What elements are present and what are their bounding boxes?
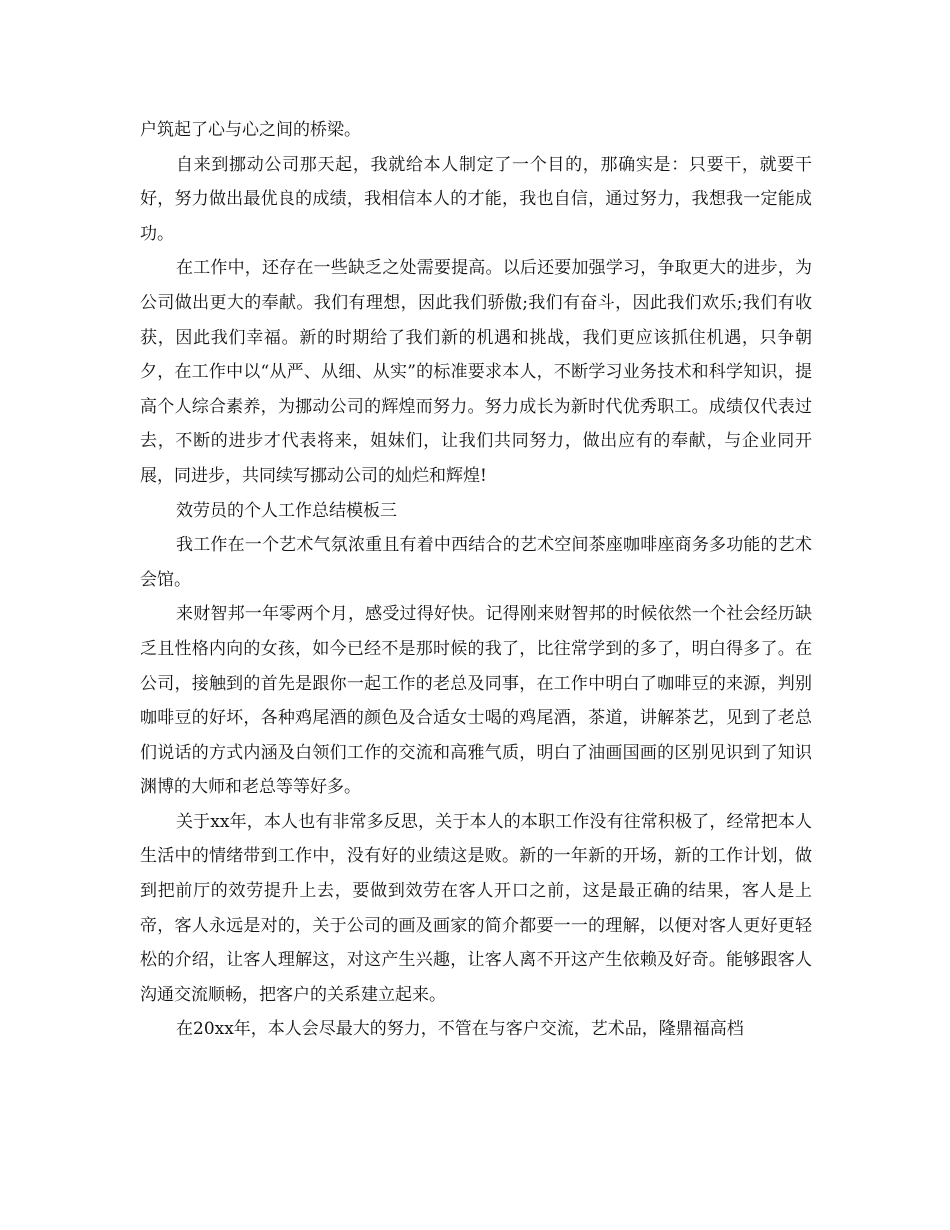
paragraph-continuation: 户筑起了心与心之间的桥梁。 <box>140 120 361 140</box>
paragraph-reflection: 关于xx年，本人也有非常多反思，关于本人的本职工作没有往常积极了，经常把本人生活中的情绪带到工作中，没有好的业绩这是败。新的一年新的开场，新的工作计划，做到把前厅的效劳提升上去，要做到效劳在客人开口之前，这是最正确的结果，客人是上帝，客人永远是对的，关于公司的画及画家的简介都要一一的理解，以便对客人更好更轻松的介绍，让客人理解这，对这产生兴趣，让客人离不开这产生依赖及好奇。能够跟客人沟通交流顺畅，把客户的关系建立起来。 <box>140 811 812 1005</box>
paragraph-workplace: 我工作在一个艺术气氛浓重且有着中西结合的艺术空间茶座咖啡座商务多功能的艺术会馆。 <box>140 535 812 590</box>
paragraph-goal: 自来到挪动公司那天起，我就给本人制定了一个目的，那确实是：只要干，就要干好，努力做出最优良的成绩，我相信本人的才能，我也自信，通过努力，我想我一定能成功。 <box>140 154 812 244</box>
section-heading: 效劳员的个人工作总结模板三 <box>176 500 397 521</box>
paragraph-experience: 来财智邦一年零两个月，感受过得好快。记得刚来财智邦的时候依然一个社会经历缺乏且性格内向的女孩，如今已经不是那时候的我了，比往常学到的多了，明白得多了。在公司，接触到的首先是跟你一起工作的老总及同事，在工作中明白了咖啡豆的来源，判别咖啡豆的好坏，各种鸡尾酒的颜色及合适女士喝的鸡尾酒，茶道，讲解茶艺，见到了老总们说话的方式内涵及白领们工作的交流和高雅气质，明白了油画国画的区别见识到了知识渊博的大师和老总等等好多。 <box>140 604 812 798</box>
document-body <box>140 113 812 1047</box>
paragraph-improvement: 在工作中，还存在一些缺乏之处需要提高。以后还要加强学习，争取更大的进步，为公司做出更大的奉献。我们有理想，因此我们骄傲;我们有奋斗，因此我们欢乐;我们有收获，因此我们幸福。新的时期给了我们新的机遇和挑战，我们更应该抓住机遇，只争朝夕，在工作中以“从严、从细、从实”的标准要求本人，不断学习业务技术和科学知识，提高个人综合素养，为挪动公司的辉煌而努力。努力成长为新时代优秀职工。成绩仅代表过去，不断的进步才代表将来，姐妹们，让我们共同努力，做出应有的奉献，与企业同开展，同进步，共同续写挪动公司的灿烂和辉煌! <box>140 258 812 486</box>
paragraph-plan: 在20xx年，本人会尽最大的努力，不管在与客户交流，艺术品，隆鼎福高档 <box>176 1019 744 1040</box>
